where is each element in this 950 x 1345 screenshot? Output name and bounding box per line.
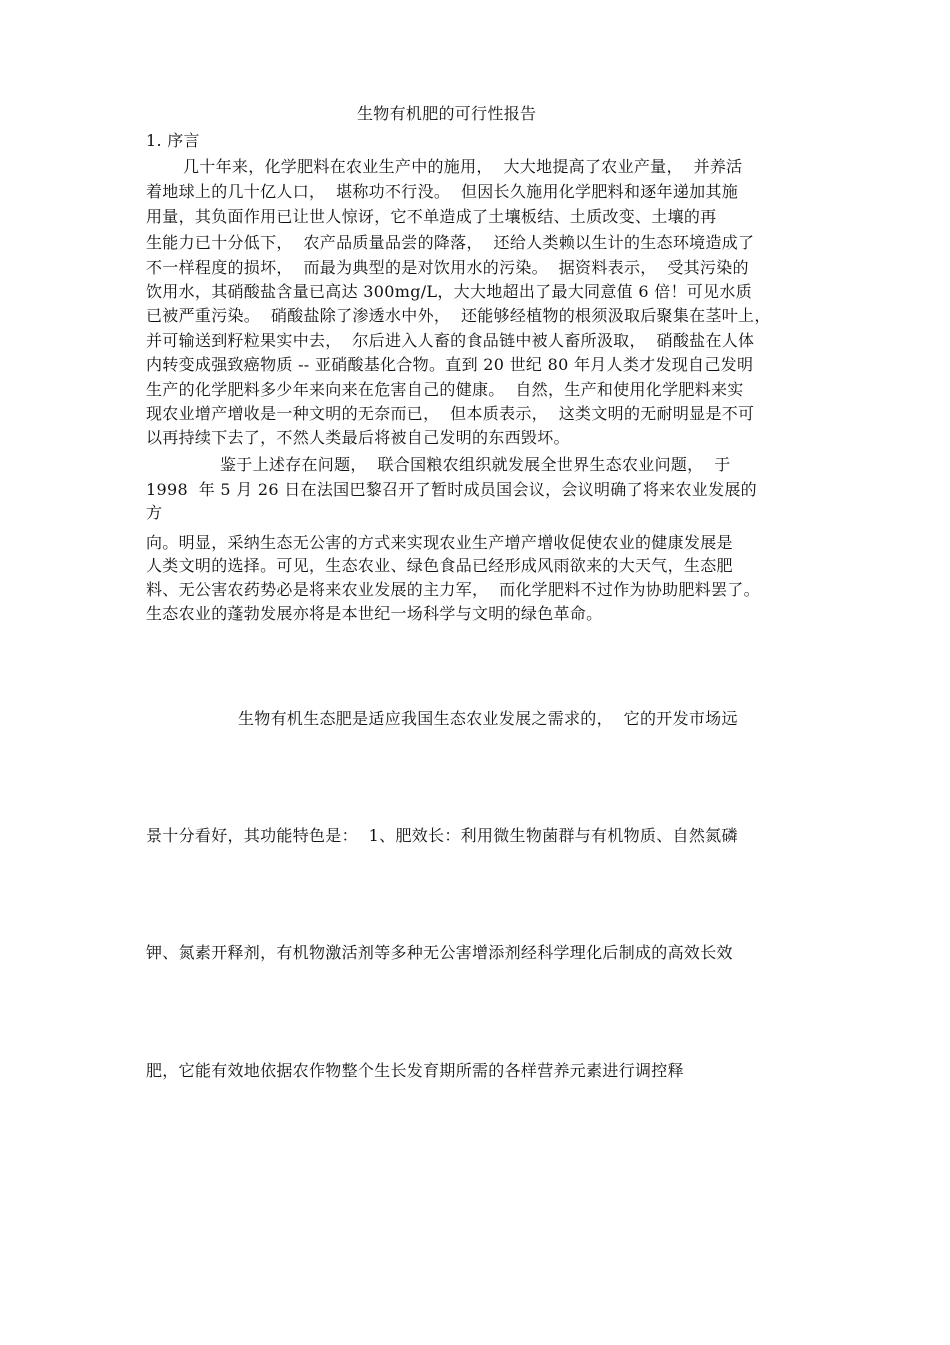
paragraph-line: 用量，其负面作用已让世人惊讶，它不单造成了土壤板结、土质改变、土壤的再: [146, 207, 717, 226]
paragraph-line: 几十年来，化学肥料在农业生产中的施用， 大大地提高了农业产量， 并养活: [183, 157, 743, 176]
paragraph-line: 钾、氮素开释剂，有机物激活剂等多种无公害增添剂经科学理化后制成的高效长效: [146, 943, 733, 962]
paragraph-line: 以再持续下去了，不然人类最后将被自己发明的东西毁坏。: [146, 428, 570, 447]
paragraph-line: 生态农业的蓬勃发展亦将是本世纪一场科学与文明的绿色革命。: [146, 604, 603, 623]
paragraph-line: 生能力已十分低下， 农产品质量品尝的降落， 还给人类赖以生计的生态环境造成了: [146, 233, 755, 252]
paragraph-line: 饮用水，其硝酸盐含量已高达 300mg/L，大大地超出了最大同意值 6 倍！可见水质: [146, 282, 753, 301]
paragraph-line: 景十分看好，其功能特色是： 1、肥效长：利用微生物菌群与有机物质、自然氮磷: [146, 826, 738, 845]
paragraph-line: 不一样程度的损坏， 而最为典型的是对饮用水的污染。 据资料表示， 受其污染的: [146, 258, 749, 277]
paragraph-line: 1998 年 5 月 26 日在法国巴黎召开了暂时成员国会议，会议明确了将来农业发展的: [146, 480, 757, 499]
paragraph-line: 生物有机生态肥是适应我国生态农业发展之需求的， 它的开发市场远: [238, 709, 738, 728]
paragraph-line: 并可输送到籽粒果实中去， 尔后进入人畜的食品链中被人畜所汲取， 硝酸盐在人体: [146, 331, 755, 350]
paragraph-line: 生产的化学肥料多少年来向来在危害自己的健康。 自然，生产和使用化学肥料来实: [146, 380, 744, 399]
paragraph-line: 肥，它能有效地依据农作物整个生长发育期所需的各样营养元素进行调控释: [146, 1061, 684, 1080]
paragraph-line: 现农业增产增收是一种文明的无奈而已， 但本质表示， 这类文明的无耐明显是不可: [146, 404, 755, 423]
paragraph-line: 已被严重污染。 硝酸盐除了渗透水中外， 还能够经植物的根须汲取后聚集在茎叶上，: [146, 306, 771, 325]
paragraph-line: 方: [146, 503, 163, 522]
paragraph-line: 人类文明的选择。可见，生态农业、绿色食品已经形成风雨欲来的大天气，生态肥: [146, 556, 733, 575]
paragraph-line: 内转变成强致癌物质 -- 亚硝酸基化合物。直到 20 世纪 80 年月人类才发现自己发明: [146, 355, 754, 374]
paragraph-line: 料、无公害农药势必是将来农业发展的主力军， 而化学肥料不过作为协助肥料罢了。: [146, 580, 760, 599]
paragraph-line: 着地球上的几十亿人口， 堪称功不行没。 但因长久施用化学肥料和逐年递加其施: [146, 182, 739, 201]
document-title: 生物有机肥的可行性报告: [357, 104, 537, 123]
paragraph-line: 向。明显，采纳生态无公害的方式来实现农业生产增产增收促使农业的健康发展是: [146, 533, 733, 552]
section-heading: 1. 序言: [146, 131, 200, 150]
paragraph-line: 鉴于上述存在问题， 联合国粮农组织就发展全世界生态农业问题， 于: [220, 455, 731, 474]
